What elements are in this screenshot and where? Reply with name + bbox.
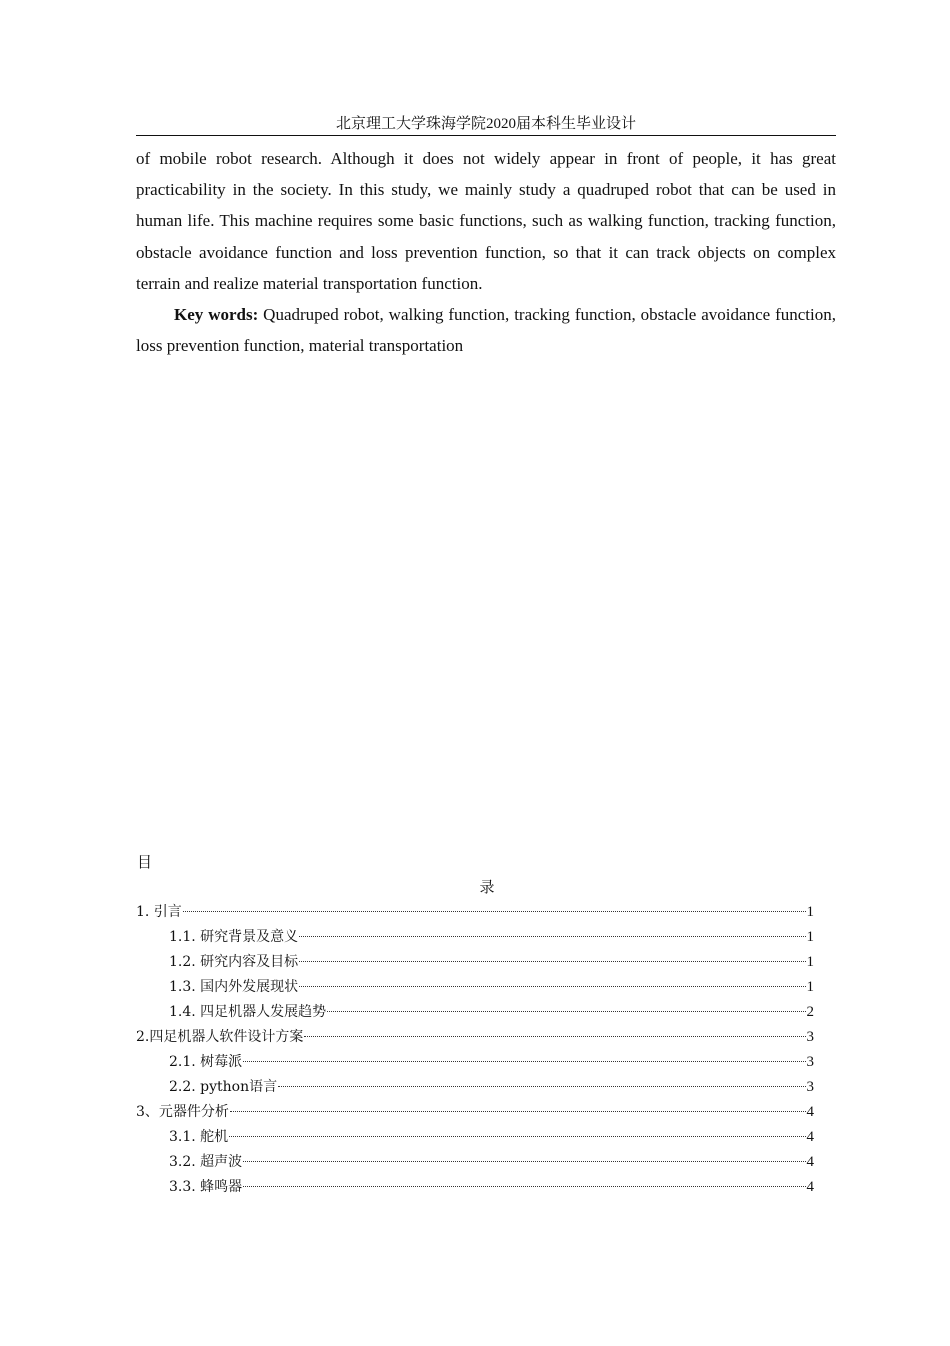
toc-entry-text: 3.3. 蜂鸣器: [169, 1179, 243, 1195]
toc-entry[interactable]: [136, 950, 814, 975]
header-title: 北京理工大学珠海学院2020届本科生毕业设计: [335, 116, 636, 132]
toc-entry-page: 1: [806, 904, 814, 920]
toc-entry[interactable]: [136, 1050, 814, 1075]
toc-entry-page: 1: [806, 954, 814, 970]
toc-entry[interactable]: [136, 1150, 814, 1175]
keywords-text: Quadruped robot, walking function, tracking function, obstacle avoidance function, loss prevention function, material transportation: [136, 305, 836, 356]
abstract-paragraph: of mobile robot research. Although it does not widely appear in front of people, it has great practicability in the society. In this study, we mainly study a quadruped robot that can be used in human life. This machine requires some basic functions, such as walking function, tracking function, obstacle avoidance function and loss prevention function, so that it can track objects on complex terrain and realize material transportation function.: [136, 149, 836, 293]
toc-leader: [299, 961, 805, 962]
toc-entry[interactable]: [136, 1125, 814, 1150]
table-of-contents: [136, 900, 814, 1200]
toc-entry-page: 1: [806, 979, 814, 995]
toc-entry[interactable]: [136, 1100, 814, 1125]
toc-entry-text: 1.4. 四足机器人发展趋势: [169, 1004, 327, 1020]
toc-entry-text: 1.1. 研究背景及意义: [169, 929, 299, 945]
toc-entry[interactable]: [136, 925, 814, 950]
toc-entry-page: 4: [806, 1104, 814, 1120]
toc-leader: [327, 1011, 805, 1012]
toc-entry-text: 3.1. 舵机: [169, 1129, 229, 1145]
toc-entry-page: 4: [806, 1154, 814, 1170]
page-header: [136, 114, 836, 136]
toc-leader: [230, 1111, 806, 1112]
toc-leader: [278, 1086, 805, 1087]
toc-entry-text: 1. 引言: [136, 904, 182, 920]
toc-entry[interactable]: [136, 975, 814, 1000]
toc-heading-second: 录: [479, 878, 495, 896]
toc-entry-text: 3、元器件分析: [136, 1104, 229, 1120]
toc-leader: [243, 1186, 805, 1187]
toc-entry[interactable]: [136, 900, 814, 925]
toc-leader: [183, 911, 806, 912]
toc-entry-text: 1.3. 国内外发展现状: [169, 979, 299, 995]
toc-leader: [304, 1036, 805, 1037]
toc-entry-text: 3.2. 超声波: [169, 1154, 243, 1170]
toc-entry-text: 2.2. python语言: [169, 1079, 278, 1095]
toc-entry[interactable]: [136, 1000, 814, 1025]
toc-entry-page: 4: [806, 1129, 814, 1145]
toc-entry-text: 2.四足机器人软件设计方案: [136, 1029, 304, 1045]
toc-entry-page: 4: [806, 1179, 814, 1195]
abstract-section: [136, 143, 836, 361]
toc-entry[interactable]: [136, 1025, 814, 1050]
toc-entry-text: 2.1. 树莓派: [169, 1054, 243, 1070]
toc-leader: [229, 1136, 805, 1137]
toc-entry-page: 2: [806, 1004, 814, 1020]
toc-leader: [243, 1161, 805, 1162]
toc-entry[interactable]: [136, 1075, 814, 1100]
toc-leader: [299, 986, 805, 987]
toc-entry[interactable]: [136, 1175, 814, 1200]
toc-leader: [299, 936, 805, 937]
keywords-line: [136, 299, 836, 361]
toc-entry-page: 3: [806, 1079, 814, 1095]
toc-leader: [243, 1061, 805, 1062]
toc-entry-page: 3: [806, 1054, 814, 1070]
toc-entry-page: 3: [806, 1029, 814, 1045]
toc-heading-first: 目: [137, 853, 153, 871]
toc-entry-page: 1: [806, 929, 814, 945]
toc-entry-text: 1.2. 研究内容及目标: [169, 954, 299, 970]
keywords-label: Key words:: [174, 305, 259, 325]
